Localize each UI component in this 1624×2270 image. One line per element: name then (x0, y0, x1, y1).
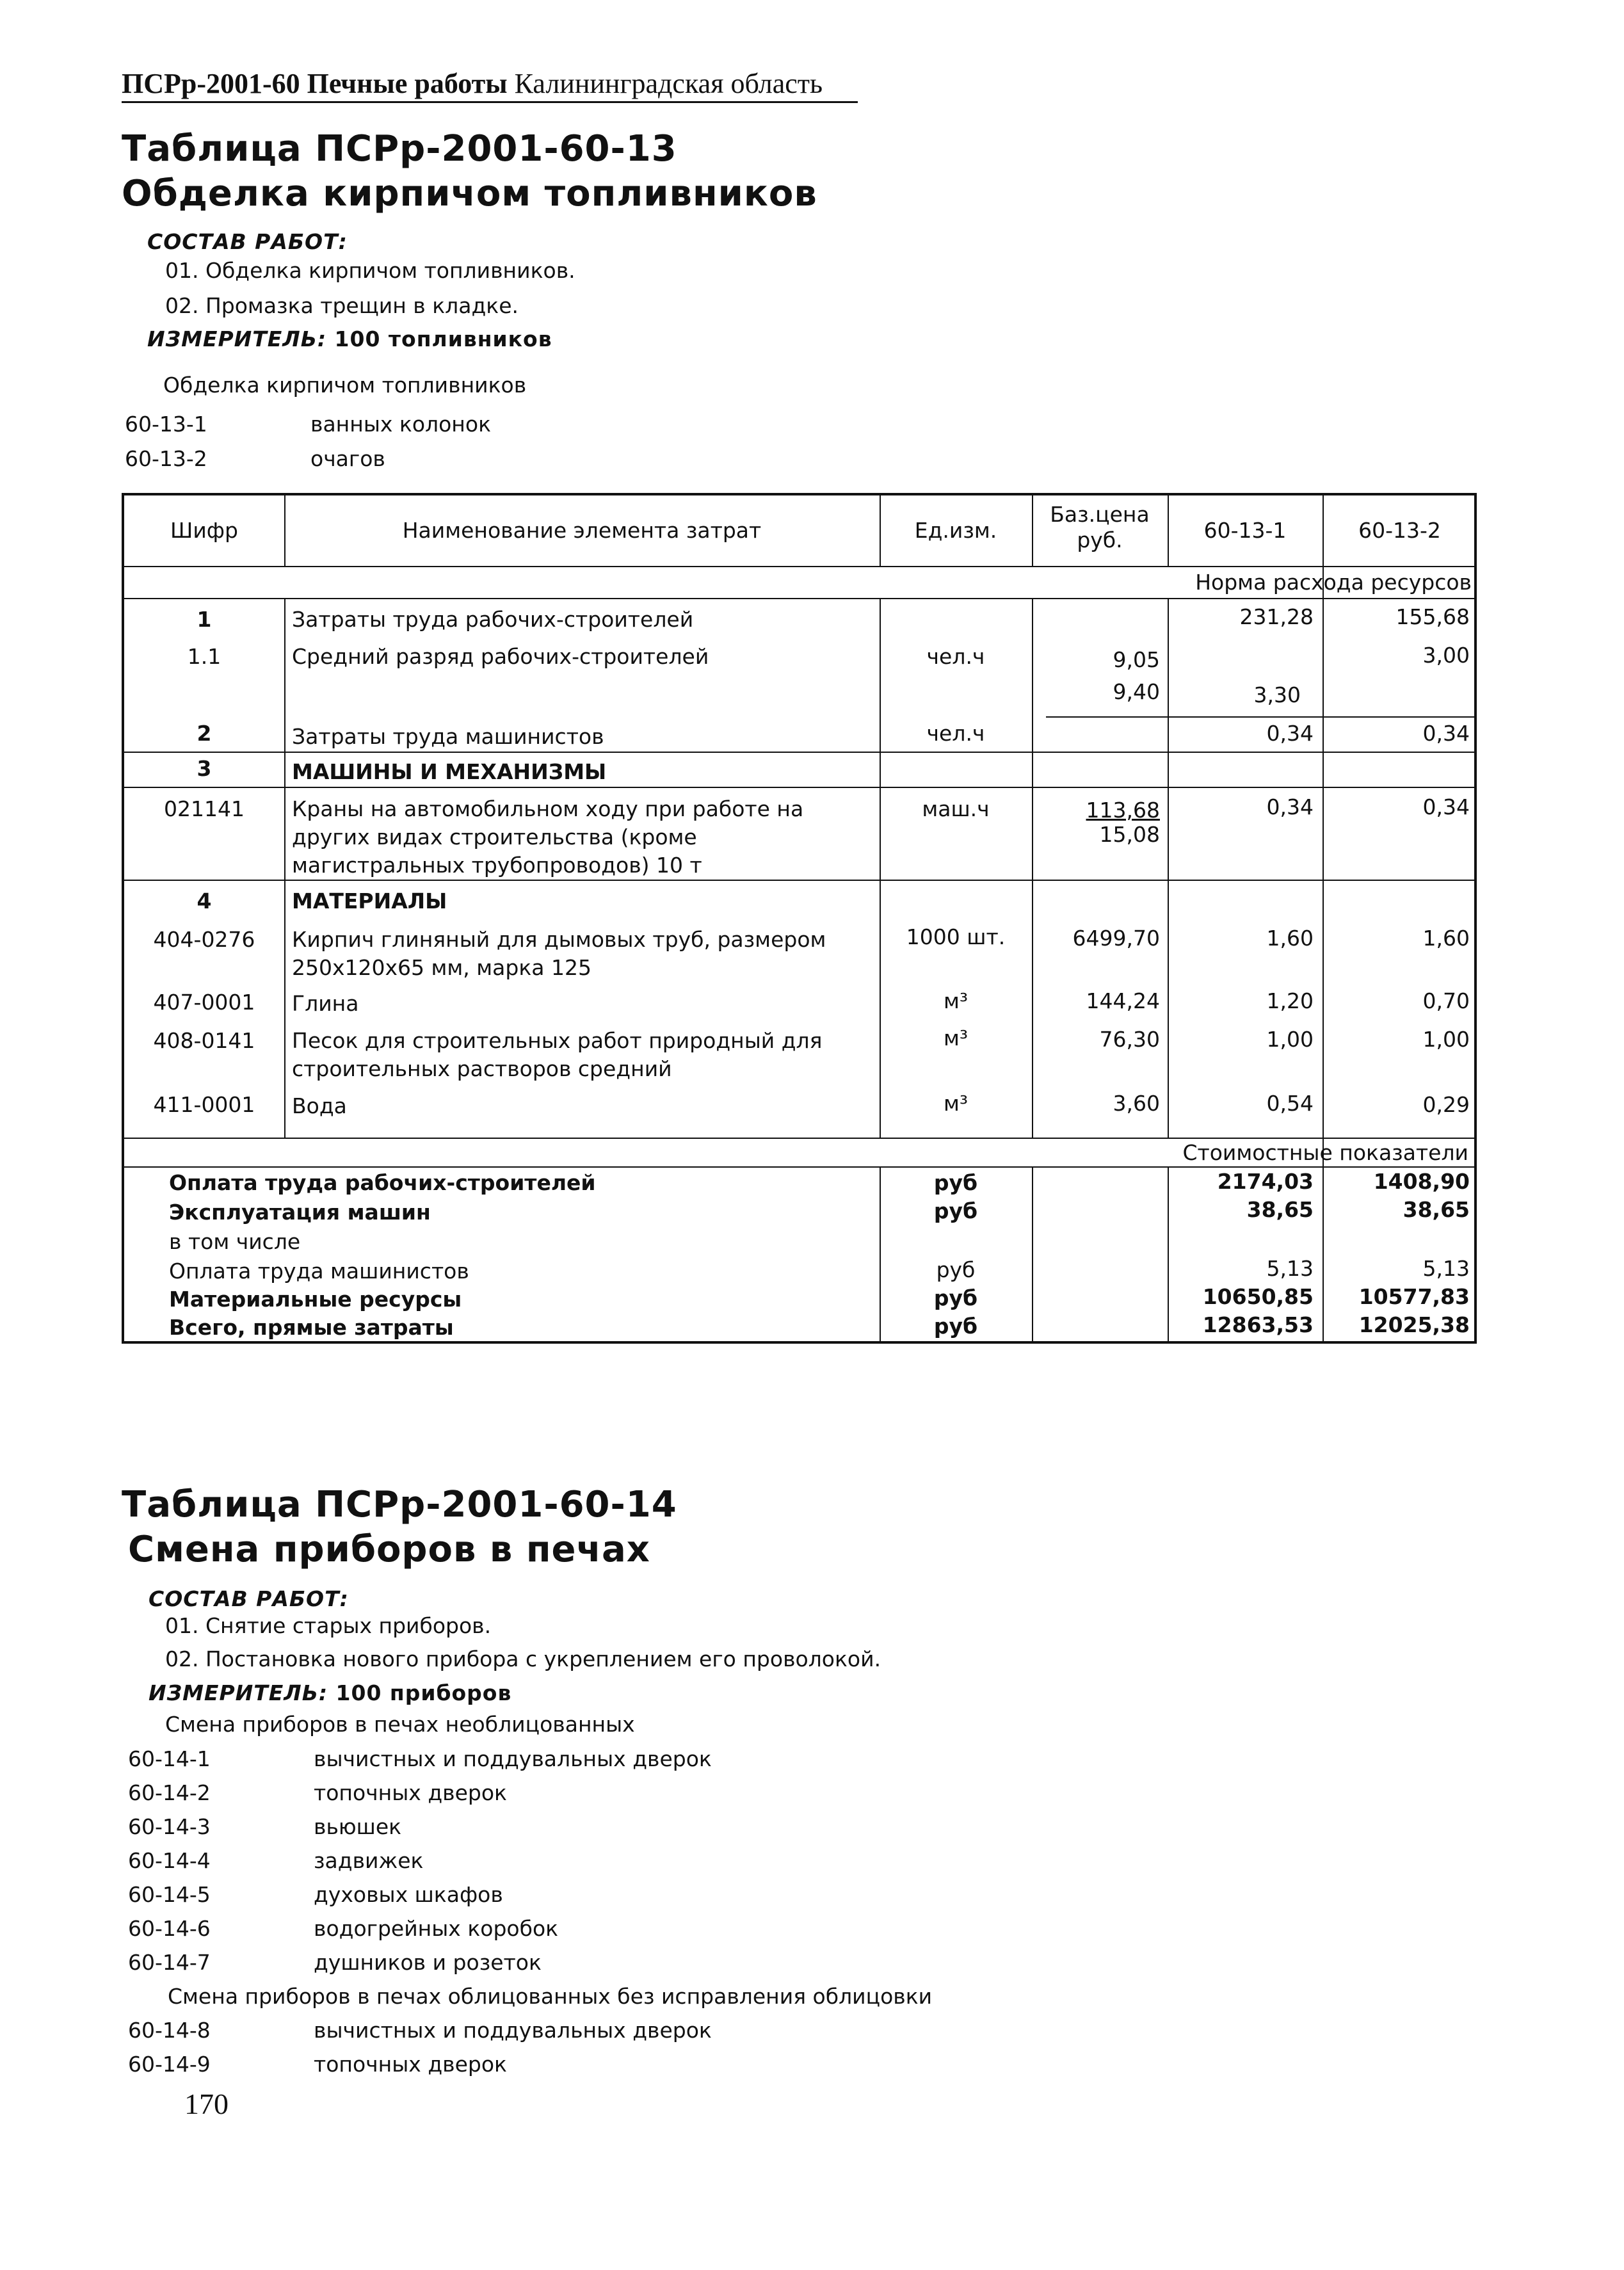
row-value-col2: 1,00 (1422, 1027, 1470, 1052)
table14-item-code: 60-14-8 (128, 2018, 211, 2043)
table14-item-name: вычистных и поддувальных дверок (314, 1746, 712, 1771)
cost-value-col1: 5,13 (1266, 1256, 1314, 1281)
table14-measure-value: 100 приборов (328, 1680, 512, 1705)
table13-measure (147, 326, 552, 351)
cost-name: в том числе (169, 1229, 301, 1254)
col-divider (880, 598, 881, 1138)
row-value-col2: 0,29 (1422, 1092, 1470, 1117)
row-unit: м³ (943, 988, 969, 1013)
row-unit: чел.ч (926, 644, 985, 669)
cost-value-col1: 10650,85 (1202, 1284, 1314, 1309)
table13-item-code: 60-13-1 (125, 412, 207, 437)
row-divider (124, 598, 1477, 599)
table14-item-name: задвижек (314, 1848, 424, 1873)
row-divider (124, 880, 1477, 881)
row-value-col2: 1,60 (1422, 926, 1470, 951)
cost-value-col1: 38,65 (1246, 1197, 1314, 1222)
row-divider (124, 752, 1477, 753)
cost-name: Всего, прямые затраты (169, 1315, 454, 1340)
row-code: 1 (197, 607, 212, 632)
table14-item-code: 60-14-9 (128, 2052, 211, 2077)
table14-item-name: вычистных и поддувальных дверок (314, 2018, 712, 2043)
cost-value-col2: 5,13 (1422, 1256, 1470, 1281)
table14-measure (149, 1680, 511, 1705)
row-code: 4 (197, 889, 212, 914)
header-unit: Ед.изм. (914, 518, 997, 543)
table13-measure-label: ИЗМЕРИТЕЛЬ: (147, 326, 327, 351)
table14-group2-heading: Смена приборов в печах облицованных без исправления облицовки (168, 1984, 933, 2009)
row-value-col2: 0,34 (1422, 721, 1470, 746)
cost-name: Оплата труда машинистов (169, 1259, 469, 1284)
row-divider (124, 787, 1477, 788)
row-divider (124, 566, 1477, 567)
cost-unit: руб (933, 1170, 978, 1195)
table14-item-name: водогрейных коробок (314, 1916, 559, 1941)
page-number: 170 (184, 2088, 229, 2120)
table13-group-heading: Обделка кирпичом топливников (163, 373, 527, 398)
table14-item-name: топочных дверок (314, 1780, 507, 1805)
table14-item-code: 60-14-7 (128, 1950, 211, 1975)
cost-unit: руб (933, 1314, 978, 1339)
table13-item-name: ванных колонок (310, 412, 491, 437)
row-name: Затраты труда рабочих-строителей (292, 607, 694, 632)
col-divider (1168, 598, 1169, 1138)
norm-label: Норма расхода ресурсов (1195, 570, 1472, 595)
header-col-60-13-2: 60-13-2 (1358, 518, 1441, 543)
cost-value-col2: 38,65 (1403, 1197, 1470, 1222)
row-value-col1: 0,54 (1266, 1091, 1314, 1116)
row-base-price-2: 15,08 (1099, 822, 1160, 847)
col-divider (284, 598, 285, 1138)
table14-composition-1: 01. Снятие старых приборов. (165, 1613, 492, 1638)
cost-name: Эксплуатация машин (169, 1200, 431, 1225)
row-value-col2: 155,68 (1395, 604, 1470, 629)
table14-item-code: 60-14-3 (128, 1814, 211, 1839)
cost-unit: руб (936, 1257, 976, 1282)
table14-composition-label: СОСТАВ РАБОТ: (149, 1586, 349, 1611)
header-col-60-13-1: 60-13-1 (1203, 518, 1287, 543)
header-name: Наименование элемента затрат (402, 518, 762, 543)
table14-item-name: духовых шкафов (314, 1882, 503, 1907)
cost-value-col2: 10577,83 (1358, 1284, 1470, 1309)
row-name: Глина (292, 991, 359, 1016)
table14-item-name: топочных дверок (314, 2052, 507, 2077)
col-divider (1032, 1166, 1033, 1344)
table13-composition-label: СОСТАВ РАБОТ: (147, 229, 348, 254)
row-value-col2: 0,70 (1422, 988, 1470, 1013)
row-value-col1: 1,60 (1266, 926, 1314, 951)
table14-subtitle: Смена приборов в печах (128, 1529, 650, 1570)
header-underline (122, 101, 858, 103)
cost-name: Материальные ресурсы (169, 1287, 462, 1312)
row-code: 021141 (164, 796, 245, 821)
row-name: Песок для строительных работ природный для строительных растворов средний (292, 1028, 823, 1081)
table13-title: Таблица ПСРр-2001-60-13 (122, 128, 677, 170)
row-code: 407-0001 (153, 990, 255, 1015)
row-base-price: 6499,70 (1072, 926, 1160, 951)
row-code: 2 (197, 721, 212, 746)
row-value-col1: 1,20 (1266, 988, 1314, 1013)
row-code: 1.1 (187, 644, 221, 669)
header-region: Калининградская область (507, 68, 823, 99)
row-value-col1: 231,28 (1239, 604, 1314, 629)
row-base-price: 113,68 (1086, 798, 1160, 823)
row-base-price: 76,30 (1099, 1027, 1160, 1052)
row-value-col1: 1,00 (1266, 1027, 1314, 1052)
table14-composition-2: 02. Постановка нового прибора с укреплением его проволокой. (165, 1646, 881, 1671)
row-unit: 1000 шт. (906, 924, 1006, 949)
table14-title: Таблица ПСРр-2001-60-14 (122, 1484, 677, 1525)
row-unit: м³ (943, 1026, 969, 1050)
row-value-col1: 3,30 (1253, 682, 1301, 707)
row-value-col1: 0,34 (1266, 794, 1314, 819)
row-section-heading: МАТЕРИАЛЫ (292, 889, 447, 914)
table13-measure-value: 100 топливников (326, 326, 552, 351)
row-code: 3 (197, 756, 212, 781)
cost-unit: руб (933, 1198, 978, 1223)
table14-item-code: 60-14-2 (128, 1780, 211, 1805)
cost-label: Стоимостные показатели (1182, 1140, 1468, 1165)
table14-item-code: 60-14-4 (128, 1848, 211, 1873)
running-header (122, 67, 823, 100)
row-base-price: 9,05 (1113, 647, 1160, 672)
cost-value-col2: 1408,90 (1373, 1169, 1470, 1194)
row-code: 404-0276 (153, 927, 255, 952)
row-unit: маш.ч (922, 796, 990, 821)
row-value-col2: 3,00 (1422, 643, 1470, 668)
row-value-col2: 0,34 (1422, 794, 1470, 819)
row-name: Кирпич глиняный для дымовых труб, размером 250x120x65 мм, марка 125 (292, 927, 826, 980)
row-base-price: 3,60 (1113, 1091, 1160, 1116)
row-code: 411-0001 (153, 1092, 255, 1117)
table13-item-code: 60-13-2 (125, 446, 207, 471)
table14-item-code: 60-14-6 (128, 1916, 211, 1941)
table14-item-code: 60-14-1 (128, 1746, 211, 1771)
row-code: 408-0141 (153, 1028, 255, 1053)
table14-item-code: 60-14-5 (128, 1882, 211, 1907)
table14-item-name: душников и розеток (314, 1950, 542, 1975)
header-base-price-unit: руб. (1077, 527, 1123, 552)
table13-composition-2: 02. Промазка трещин в кладке. (165, 293, 519, 318)
row-base-price-2: 9,40 (1113, 679, 1160, 704)
table14-measure-label: ИЗМЕРИТЕЛЬ: (149, 1680, 328, 1705)
cost-value-col1: 12863,53 (1202, 1312, 1314, 1337)
row-unit: м³ (943, 1091, 969, 1116)
header-base-price: Баз.цена (1050, 502, 1150, 527)
row-name: Средний разряд рабочих-строителей (292, 644, 709, 669)
row-base-price: 144,24 (1086, 988, 1160, 1013)
row-section-heading: МАШИНЫ И МЕХАНИЗМЫ (292, 759, 607, 784)
table13-composition-1: 01. Обделка кирпичом топливников. (165, 258, 575, 283)
header-code: ПСРр-2001-60 Печные работы (122, 68, 508, 99)
cost-unit: руб (933, 1285, 978, 1310)
header-cipher: Шифр (170, 518, 238, 543)
row-divider (1046, 716, 1477, 718)
row-value-col1: 0,34 (1266, 721, 1314, 746)
row-unit: чел.ч (926, 721, 985, 746)
resource-table (122, 493, 1477, 1344)
table13-subtitle: Обделка кирпичом топливников (122, 173, 817, 214)
cost-name: Оплата труда рабочих-строителей (169, 1170, 596, 1195)
row-name: Вода (292, 1093, 347, 1118)
row-name: Краны на автомобильном ходу при работе на других видах строительства (кроме магистральных трубопроводов) 10 т (292, 796, 804, 878)
table14-item-name: вьюшек (314, 1814, 402, 1839)
table13-item-name: очагов (310, 446, 385, 471)
row-name: Затраты труда машинистов (292, 724, 604, 749)
cost-value-col1: 2174,03 (1217, 1169, 1314, 1194)
cost-value-col2: 12025,38 (1358, 1312, 1470, 1337)
table14-group1-heading: Смена приборов в печах необлицованных (165, 1712, 635, 1737)
